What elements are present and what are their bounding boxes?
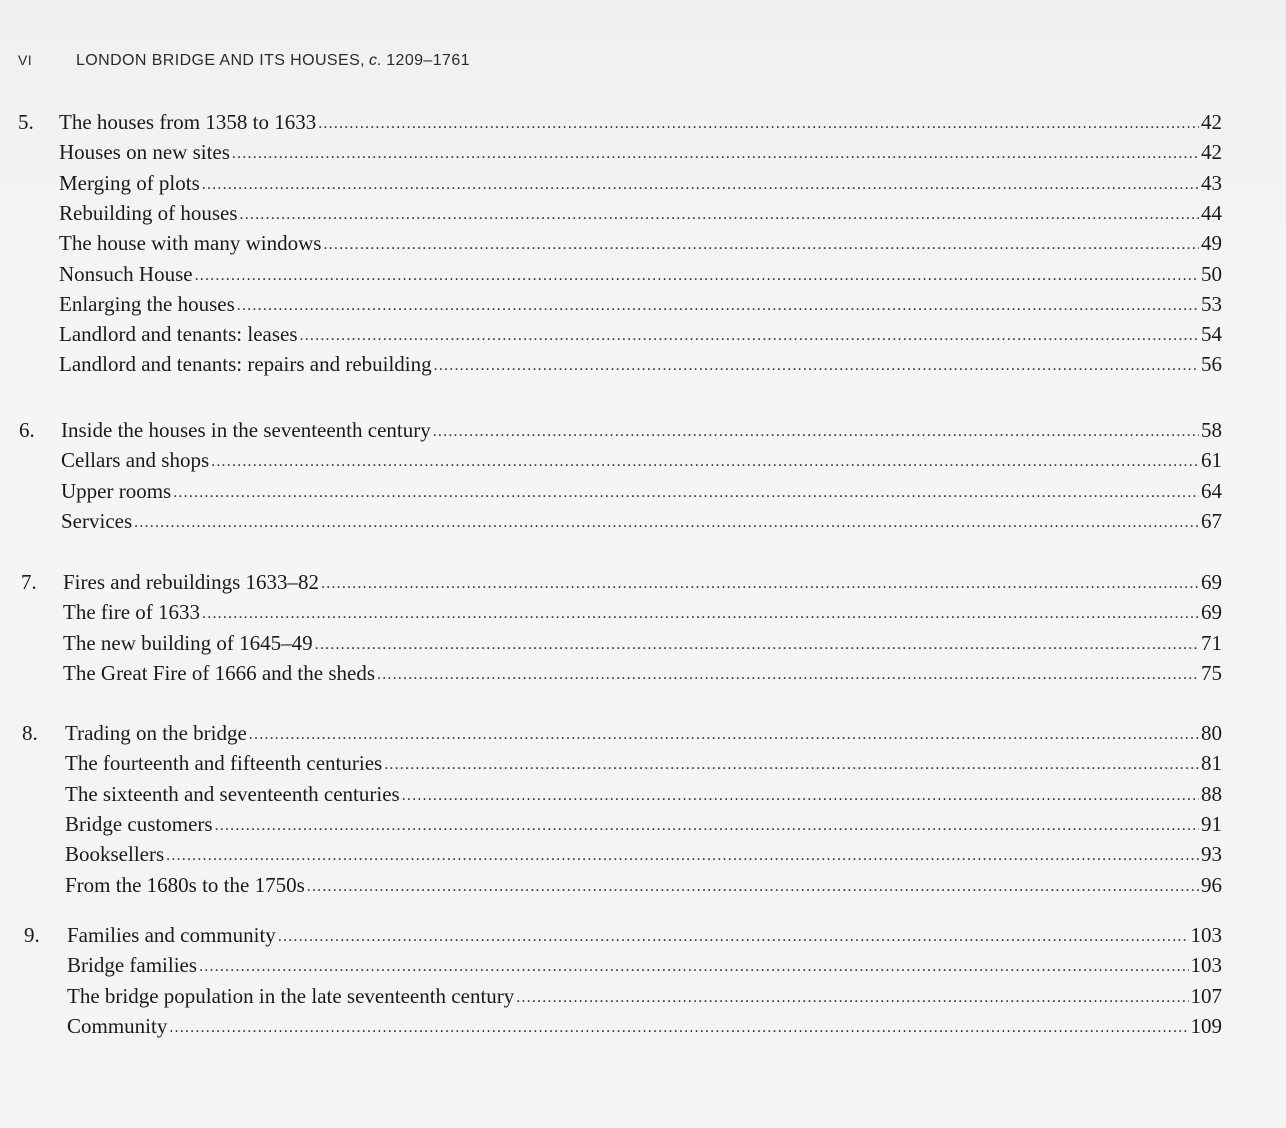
page-number: 42	[1201, 110, 1222, 134]
page-number: 69	[1201, 570, 1222, 594]
chapter-title: Families and community	[67, 923, 276, 947]
dot-leader	[318, 115, 1199, 133]
running-head-dates: 1209–1761	[386, 52, 470, 69]
toc-section-row	[67, 1014, 1222, 1044]
page-number: 107	[1190, 983, 1222, 1008]
section-title: Services	[61, 508, 133, 533]
toc-section-row	[61, 509, 1222, 539]
chapter-number: 8.	[22, 721, 38, 745]
section-title: The sixteenth and seventeenth centuries	[65, 781, 400, 806]
toc-chapter-row	[22, 721, 1222, 751]
dot-leader	[202, 176, 1199, 194]
running-head-circa: c.	[368, 52, 383, 69]
page-number: 96	[1201, 872, 1222, 897]
page-number: 44	[1201, 200, 1222, 225]
section-title: Enlarging the houses	[59, 291, 235, 316]
dot-leader	[211, 453, 1199, 471]
page-number: 54	[1201, 322, 1222, 347]
section-title: Nonsuch House	[59, 261, 193, 286]
chapter-number: 6.	[19, 418, 35, 442]
section-title: Landlord and tenants: leases	[59, 322, 298, 347]
page-number: 91	[1201, 811, 1222, 836]
toc-section-row	[65, 873, 1222, 903]
toc-section-row	[59, 352, 1222, 382]
dot-leader	[384, 756, 1199, 774]
section-title: Bridge customers	[65, 811, 213, 836]
dot-leader	[195, 267, 1199, 285]
page-number: 103	[1190, 923, 1222, 947]
page-number: 61	[1201, 448, 1222, 473]
page-number: 58	[1201, 418, 1222, 442]
dot-leader	[321, 575, 1199, 593]
section-title: The house with many windows	[59, 231, 322, 256]
toc-chapter-row	[19, 418, 1222, 448]
dot-leader	[434, 357, 1199, 375]
chapter-number: 7.	[21, 570, 37, 594]
section-title: The new building of 1645–49	[63, 630, 313, 655]
dot-leader	[169, 1019, 1188, 1037]
dot-leader	[237, 297, 1199, 315]
dot-leader	[240, 206, 1200, 224]
section-title: Booksellers	[65, 842, 165, 867]
toc-section-row	[63, 661, 1222, 691]
page-number: 43	[1201, 170, 1222, 195]
running-head-title: LONDON BRIDGE AND ITS HOUSES,	[76, 52, 365, 69]
dot-leader	[300, 327, 1199, 345]
section-title: The fire of 1633	[63, 600, 201, 625]
toc-section-row	[59, 201, 1222, 231]
toc-section-row	[59, 292, 1222, 322]
dot-leader	[202, 605, 1199, 623]
section-title: Community	[67, 1013, 168, 1038]
toc-section-row	[61, 479, 1222, 509]
section-title: Houses on new sites	[59, 140, 230, 165]
toc-section-row	[59, 322, 1222, 352]
section-title: Merging of plots	[59, 170, 200, 195]
page-number: 103	[1190, 953, 1222, 978]
section-title: The fourteenth and fifteenth centuries	[65, 751, 383, 776]
page-number: 69	[1201, 600, 1222, 625]
toc-section-row	[61, 448, 1222, 478]
chapter-number: 9.	[24, 923, 40, 947]
section-title: From the 1680s to the 1750s	[65, 872, 305, 897]
section-title: Upper rooms	[61, 478, 172, 503]
dot-leader	[323, 236, 1199, 254]
section-title: The Great Fire of 1666 and the sheds	[63, 660, 375, 685]
dot-leader	[402, 787, 1199, 805]
page-number: 53	[1201, 291, 1222, 316]
dot-leader	[433, 423, 1199, 441]
chapter-title: Fires and rebuildings 1633–82	[63, 570, 320, 594]
section-title: Landlord and tenants: repairs and rebuilding	[59, 352, 432, 377]
page-number: 88	[1201, 781, 1222, 806]
dot-leader	[307, 878, 1199, 896]
dot-leader	[215, 817, 1199, 835]
toc-section-row	[65, 782, 1222, 812]
section-title: The bridge population in the late seventeenth century	[67, 983, 515, 1008]
toc-section-row	[59, 231, 1222, 261]
page-number: 109	[1190, 1013, 1222, 1038]
page-number: 42	[1201, 140, 1222, 165]
toc-section-row	[63, 631, 1222, 661]
page-number: 75	[1201, 660, 1222, 685]
page-number: 93	[1201, 842, 1222, 867]
toc-chapter-row	[21, 570, 1222, 600]
dot-leader	[134, 514, 1199, 532]
chapter-title: Trading on the bridge	[65, 721, 247, 745]
dot-leader	[278, 928, 1189, 946]
dot-leader	[199, 958, 1188, 976]
toc-chapter-row	[24, 923, 1222, 953]
dot-leader	[516, 989, 1188, 1007]
toc-section-row	[59, 140, 1222, 170]
page-number: 81	[1201, 751, 1222, 776]
toc-section-row	[63, 600, 1222, 630]
toc-section-row	[65, 842, 1222, 872]
section-title: Rebuilding of houses	[59, 200, 238, 225]
chapter-title: Inside the houses in the seventeenth century	[61, 418, 431, 442]
section-title: Bridge families	[67, 953, 198, 978]
dot-leader	[377, 666, 1199, 684]
page-number: 64	[1201, 478, 1222, 503]
chapter-title: The houses from 1358 to 1633	[59, 110, 317, 134]
page-number: 67	[1201, 508, 1222, 533]
page-number: 50	[1201, 261, 1222, 286]
dot-leader	[249, 726, 1199, 744]
page-number: 71	[1201, 630, 1222, 655]
dot-leader	[166, 847, 1199, 865]
toc-section-row	[67, 953, 1222, 983]
page-number: 49	[1201, 231, 1222, 256]
toc-section-row	[67, 984, 1222, 1014]
dot-leader	[232, 145, 1199, 163]
page-number: 56	[1201, 352, 1222, 377]
dot-leader	[315, 636, 1199, 654]
toc-section-row	[59, 262, 1222, 292]
toc-chapter-row	[18, 110, 1222, 140]
dot-leader	[173, 484, 1199, 502]
toc-section-row	[65, 812, 1222, 842]
page-folio: VI	[18, 52, 33, 68]
toc-section-row	[65, 751, 1222, 781]
page-number: 80	[1201, 721, 1222, 745]
chapter-number: 5.	[18, 110, 34, 134]
section-title: Cellars and shops	[61, 448, 210, 473]
toc-section-row	[59, 171, 1222, 201]
running-head	[18, 52, 470, 70]
